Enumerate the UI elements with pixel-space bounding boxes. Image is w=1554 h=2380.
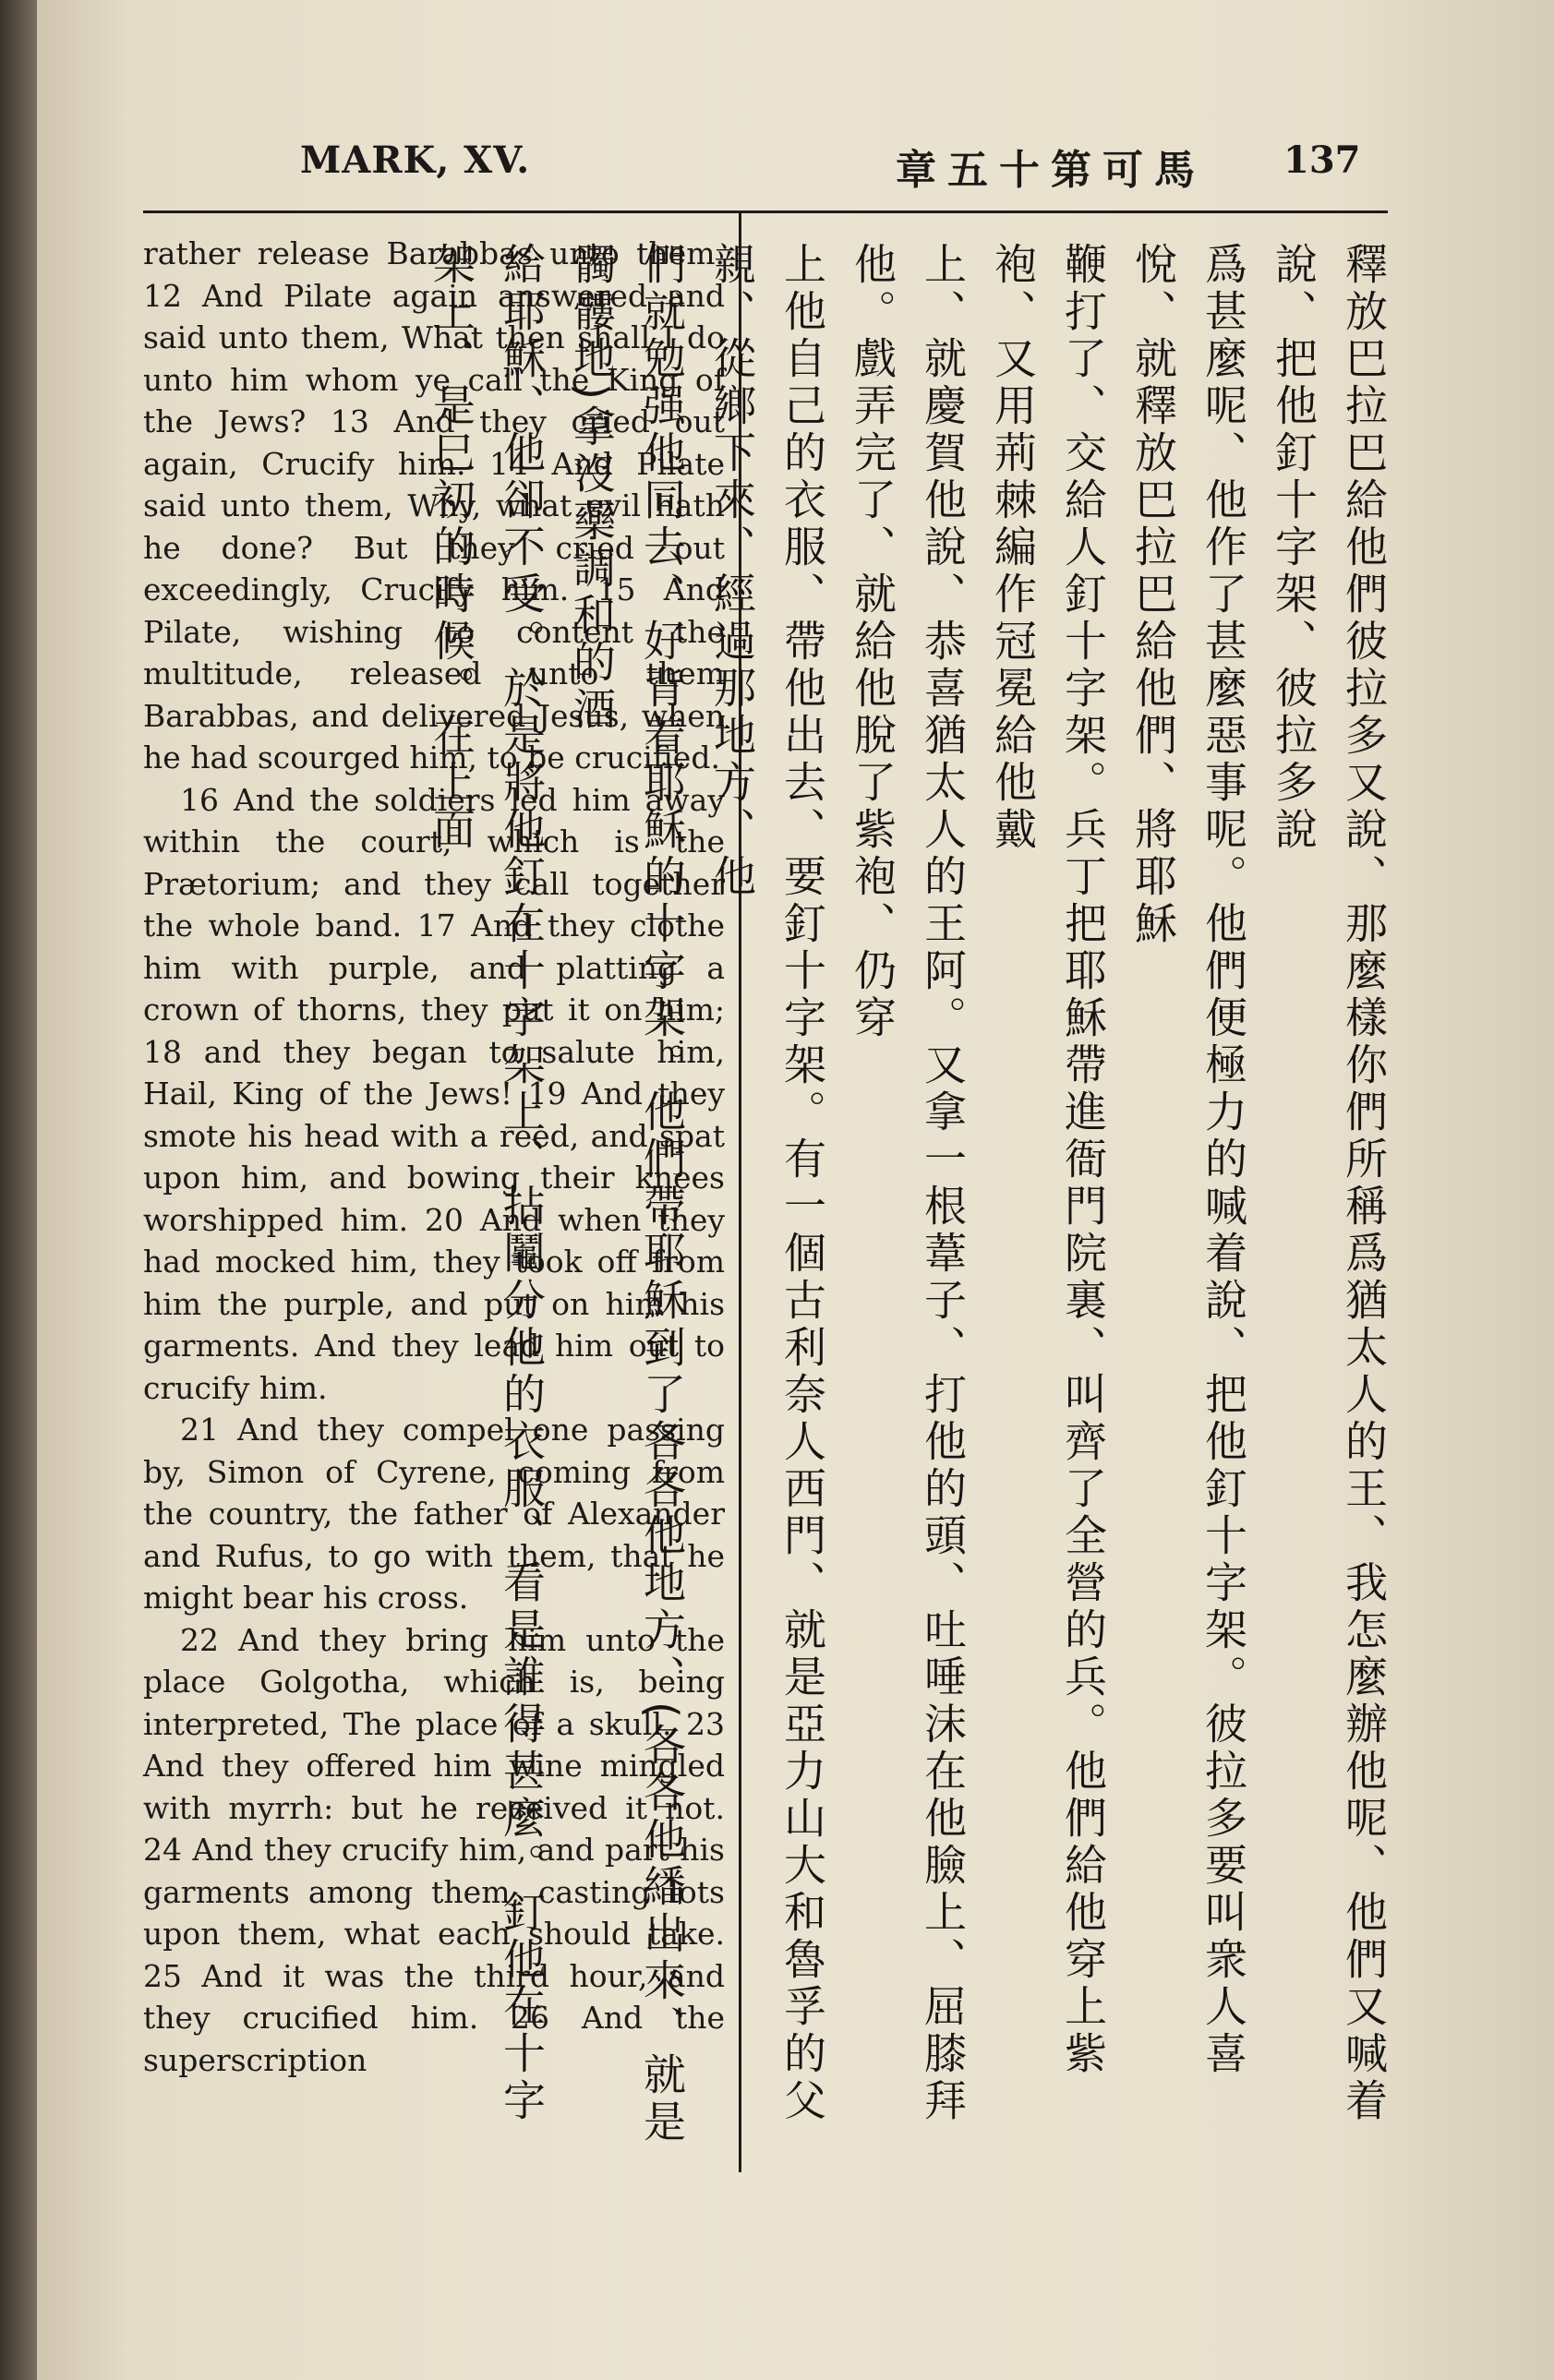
page-header (37, 138, 1554, 203)
english-paragraph: rather release Barabbas unto them. 12 And Pilate again answered and said unto them, What then shall I do unto him whom ye call the King of the Jews? 13 And they cried out again, Crucify him. 14 And Pilate said unto them, Why, what evil hath he done? But they cried out exceedingly, Crucify him. 15 And Pilate, wishing to content the multitude, released unto them Barabbas, and delivered Jesus, when he had scourged him, to be crucified. (143, 235, 725, 775)
running-head-english: MARK, XV. (300, 138, 531, 182)
chinese-column-line: 給耶穌、他卻不受。於是將他釘在十字架上、拈鬮分他的衣服、看是誰得甚麼。釘他在十字架上、是巳初的時候。在上面 (427, 242, 547, 2125)
book-page (37, 0, 1554, 2380)
page-number: 137 (1283, 138, 1361, 182)
chinese-column-line: 鞭打了、交給人釘十字架。兵丁把耶穌帶進衙門院裏、叫齊了全營的兵。他們給他穿上紫袍、又用荊棘編作冠冕給他戴 (988, 242, 1108, 2078)
chinese-column-line: 上、就慶賀他說、恭喜猶太人的王阿。又拿一根葦子、打他的頭、吐唾沫在他臉上、屈膝拜他。戲弄完了、就給他脫了紫袍、仍穿 (848, 242, 968, 2125)
english-paragraph: 16 And the soldiers led him away within the court, which is the Prætorium; and they call together the whole band. 17 And they clothe him with purple, and platting a crown of thorns, they put it on him; 18 and they began to salute him, Hail, King of the Jews! 19 And they smote his head with a reed, and spat upon him, and bowing their knees worshipped him. 20 And when they had mocked him, they took off from him the purple, and put on him his garments. And they lead him out to crucify him. (143, 781, 725, 1406)
chinese-column-line: 爲甚麼呢、他作了甚麼惡事呢。他們便極力的喊着說、把他釘十字架。彼拉多要叫衆人喜悅、就釋放巴拉巴給他們、將耶穌 (1128, 242, 1248, 2078)
chinese-column-line: 們就勉强他同去、好背着耶穌的十字架。他們帶耶穌到了各各他地方、(各各他繙出來、就是髑髏地)拿沒藥調和的酒 (567, 242, 687, 2146)
running-head-chinese: 章五十第可馬 (896, 147, 1206, 194)
header-rule (143, 210, 1388, 213)
chinese-column-line: 釋放巴拉巴給他們彼拉多又說、那麼樣你們所稱爲猶太人的王、我怎麼辦他呢、他們又喊着說、把他釘十字架、彼拉多說 (1269, 242, 1389, 2125)
english-paragraph: 21 And they compel one passing by, Simon of Cyrene, coming from the country, the father of Alexander and Rufus, to go with them, that he might bear his cross. (143, 1412, 725, 1616)
book-spine-shadow (0, 0, 37, 2380)
english-paragraph: 22 And they bring him unto the place Golgotha, which is, being interpreted, The place of a skull. 23 And they offered him wine mingled with myrrh: but he received it not. 24 And they crucify him, and part his garments among them, casting lots upon them, what each should take. 25 And it was the third hour, and they crucified him. 26 And the superscription (143, 1621, 725, 2078)
chinese-column-line: 上他自己的衣服、帶他出去、要釘十字架。有一個古利奈人西門、就是亞力山大和魯孚的父親、從鄉下來、經過那地方、他 (707, 242, 827, 2125)
